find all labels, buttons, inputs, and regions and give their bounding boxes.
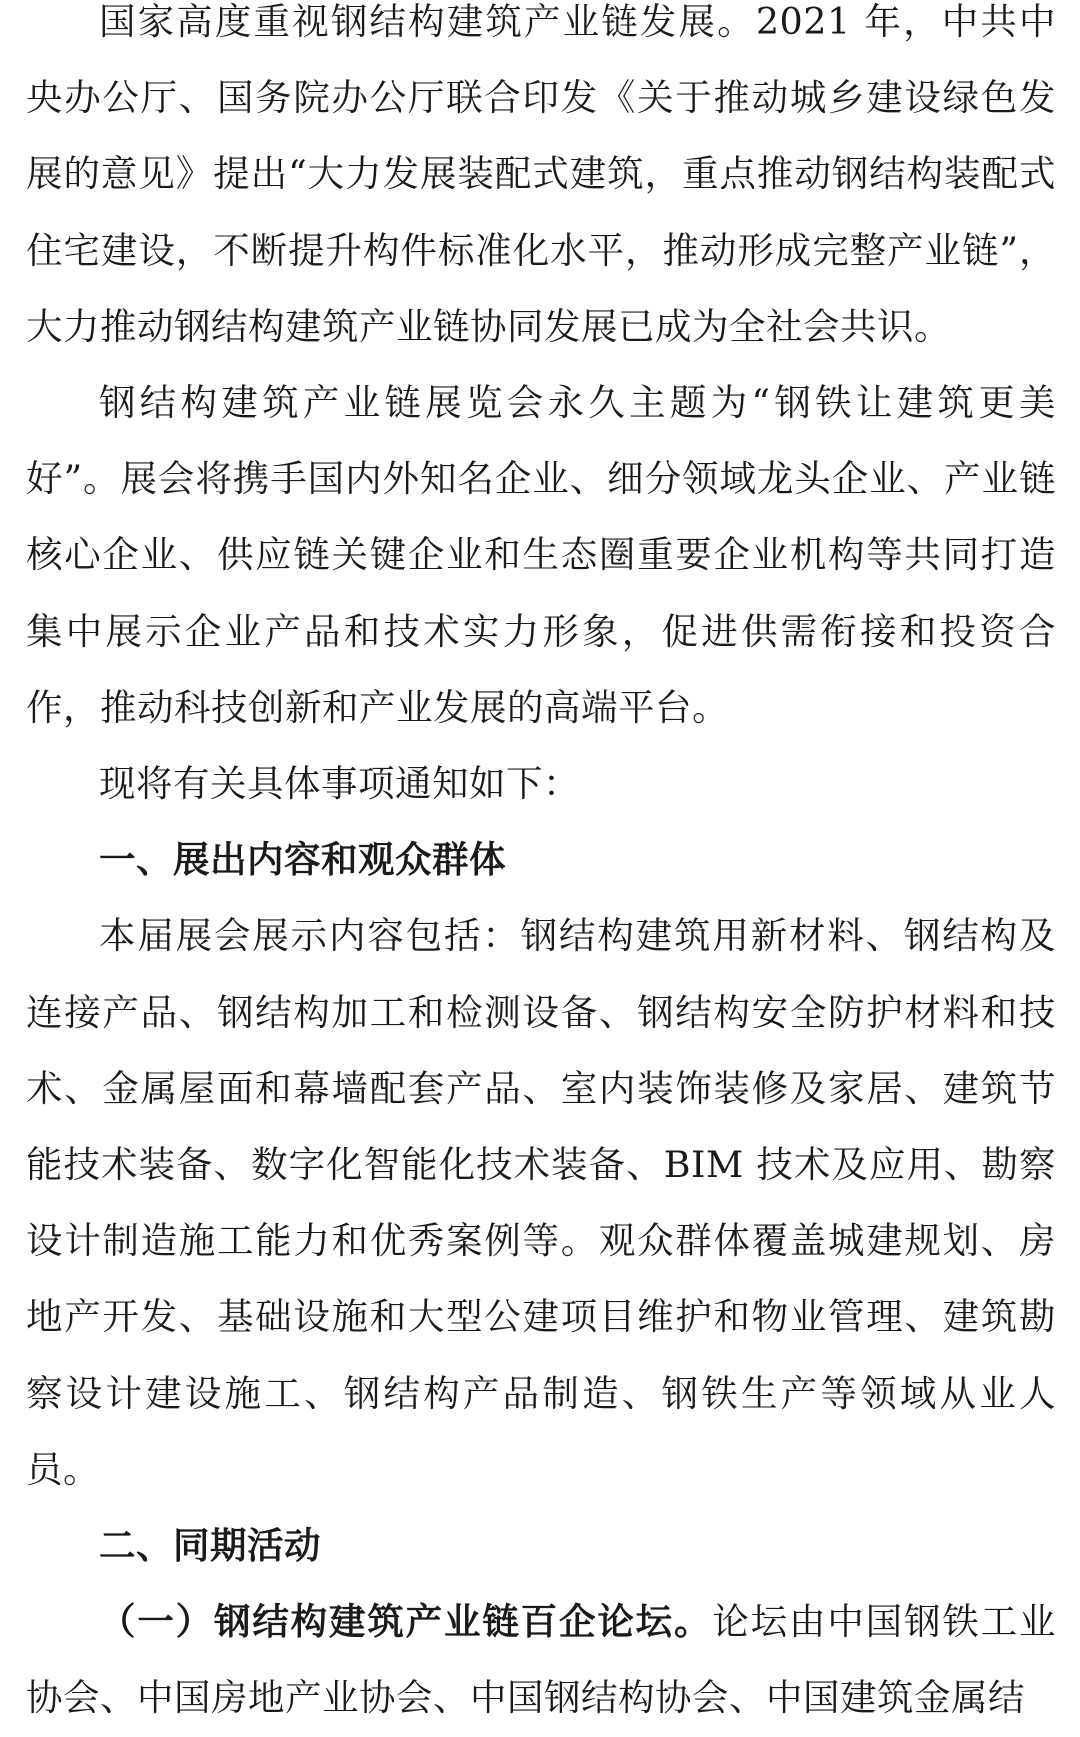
section-heading-2: 二、同期活动 — [99, 1524, 321, 1568]
section-heading-1: 一、展出内容和观众群体 — [99, 838, 506, 882]
forum-body-text: 论坛由中国钢铁工业协会、中国房地产业协会、中国钢结构协会、中国建筑金属结 — [26, 1600, 1057, 1720]
paragraph-background: 国家高度重视钢结构建筑产业链发展。2021 年，中共中央办公厅、国务院办公厅联合印发《关于推动城乡建设绿色发展的意见》提出“大力发展装配式建筑，重点推动钢结构装配式住宅建设，不断提升构件标准化水平，推动形成完整产业链”，大力推动钢结构建筑产业链协同发展已成为全社会共识。 — [26, 0, 1056, 348]
paragraph-notice-intro: 现将有关具体事项通知如下： — [99, 762, 580, 806]
forum-lead-title: （一）钢结构建筑产业链百企论坛。 — [99, 1600, 713, 1644]
document-page — [26, 0, 1056, 1737]
paragraph-forum — [26, 1584, 1056, 1736]
paragraph-theme: 钢结构建筑产业链展览会永久主题为“钢铁让建筑更美好”。展会将携手国内外知名企业、细分领域龙头企业、产业链核心企业、供应链关键企业和生态圈重要企业机构等共同打造集中展示企业产品和技术实力形象，促进供需衔接和投资合作，推动科技创新和产业发展的高端平台。 — [26, 381, 1056, 729]
paragraph-exhibition-content: 本届展会展示内容包括：钢结构建筑用新材料、钢结构及连接产品、钢结构加工和检测设备、钢结构安全防护材料和技术、金属屋面和幕墙配套产品、室内装饰装修及家居、建筑节能技术装备、数字化智能化技术装备、BIM 技术及应用、勘察设计制造施工能力和优秀案例等。观众群体覆盖城建规划、房地产开发、基础设施和大型公建项目维护和物业管理、建筑勘察设计建设施工、钢结构产品制造、钢铁生产等领域从业人员。 — [26, 914, 1056, 1491]
